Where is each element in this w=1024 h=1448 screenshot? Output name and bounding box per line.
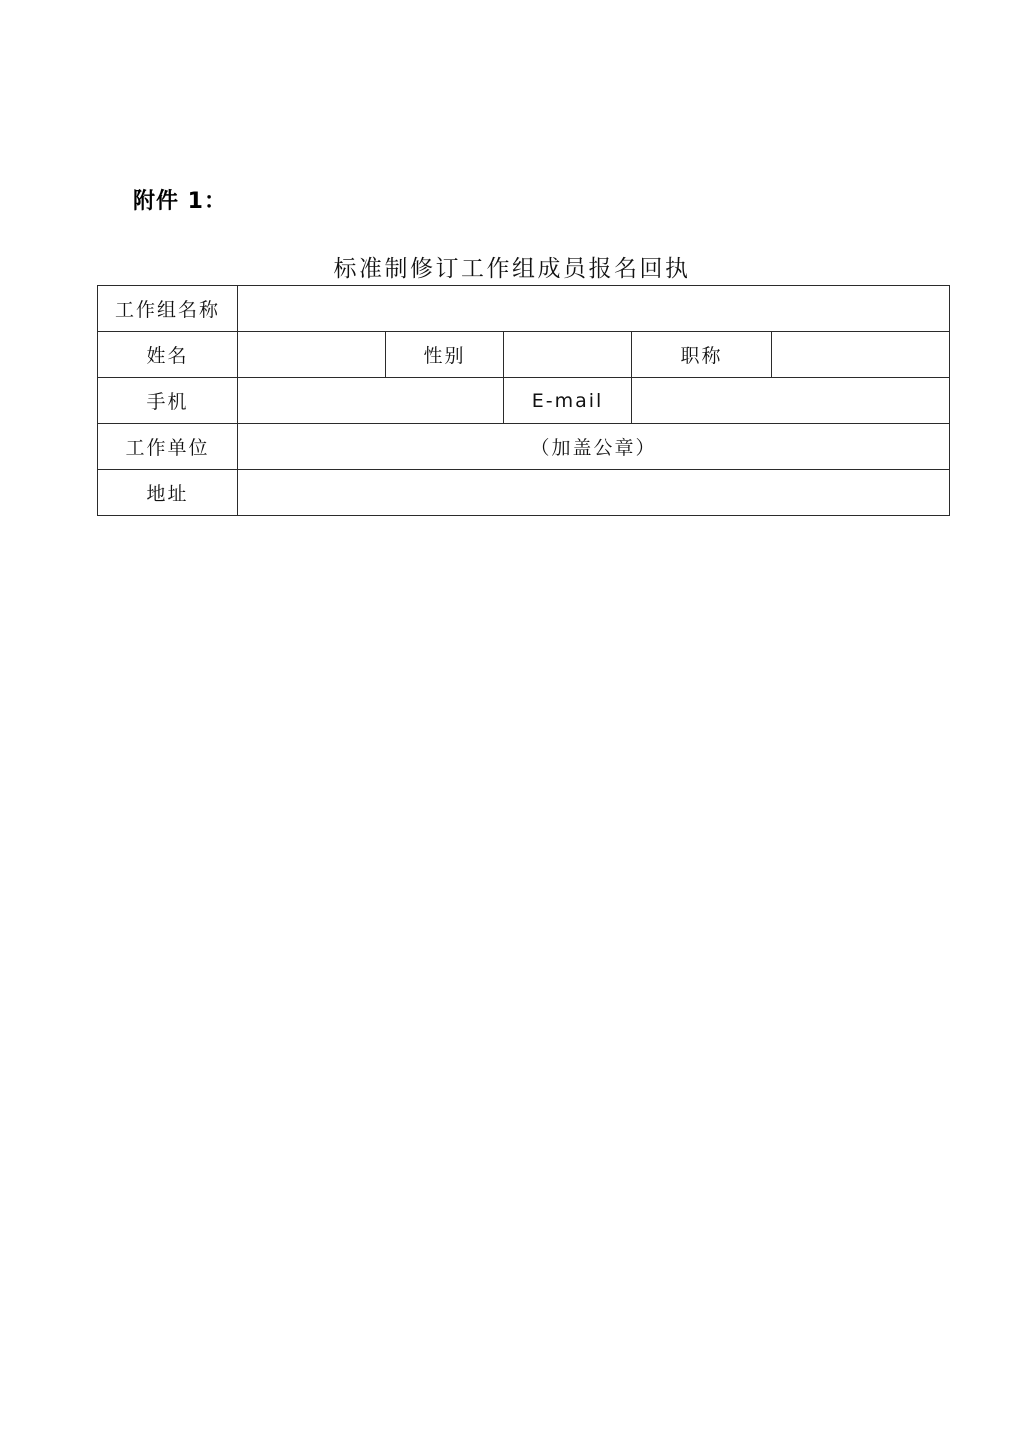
field-label-name: 姓名 — [98, 332, 238, 378]
table-row — [98, 332, 950, 378]
field-value-employer-seal-note[interactable]: （加盖公章） — [238, 424, 950, 470]
field-label-workgroup-name: 工作组名称 — [98, 286, 238, 332]
field-value-mobile[interactable] — [238, 378, 504, 424]
field-label-gender: 性别 — [386, 332, 504, 378]
table-row — [98, 378, 950, 424]
field-label-address: 地址 — [98, 470, 238, 516]
field-label-mobile: 手机 — [98, 378, 238, 424]
field-value-address[interactable] — [238, 470, 950, 516]
field-value-name[interactable] — [238, 332, 386, 378]
table-row — [98, 286, 950, 332]
field-value-title[interactable] — [772, 332, 950, 378]
field-label-title: 职称 — [632, 332, 772, 378]
field-label-email: E-mail — [504, 378, 632, 424]
field-value-workgroup-name[interactable] — [238, 286, 950, 332]
field-label-employer: 工作单位 — [98, 424, 238, 470]
field-value-gender[interactable] — [504, 332, 632, 378]
registration-form-table — [97, 285, 950, 516]
table-row — [98, 470, 950, 516]
attachment-label: 附件 1： — [133, 189, 227, 214]
page-title: 标准制修订工作组成员报名回执 — [333, 256, 691, 282]
table-row — [98, 424, 950, 470]
field-value-email[interactable] — [632, 378, 950, 424]
